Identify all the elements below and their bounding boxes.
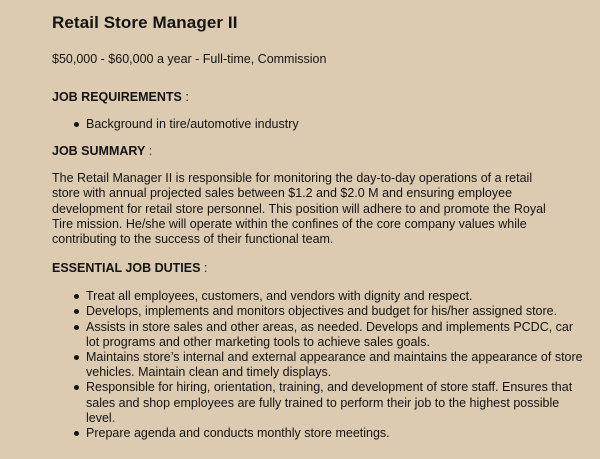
list-item-text: Treat all employees, customers, and vendors with dignity and respect. (86, 289, 473, 304)
list-item (86, 320, 586, 350)
bullet-icon (74, 309, 79, 314)
essential-duties-heading-colon: : (200, 261, 208, 276)
essential-duties-heading (52, 261, 600, 276)
job-summary-heading-text: JOB SUMMARY (52, 144, 146, 159)
job-requirements-heading-text: JOB REQUIREMENTS (52, 90, 182, 104)
list-item (86, 117, 586, 132)
list-item-text: Develops, implements and monitors objectives and budget for his/her assigned store. (86, 304, 558, 319)
essential-duties-list (52, 289, 586, 441)
list-item-text: Maintains store’s internal and external appearance and maintains the appearance of store vehicles. Maintain clean and timely displays. (86, 350, 583, 380)
job-summary-heading (52, 144, 600, 159)
job-requirements-list (52, 117, 586, 132)
list-item (86, 304, 586, 319)
salary-info: $50,000 - $60,000 a year - Full-time, Commission (52, 52, 327, 66)
job-summary-heading-colon: : (145, 144, 153, 159)
list-item (86, 350, 586, 380)
job-requirements-heading-colon: : (181, 90, 189, 104)
list-item (86, 380, 586, 426)
list-item-text: Prepare agenda and conducts monthly store meetings. (86, 426, 390, 441)
essential-duties-heading-text: ESSENTIAL JOB DUTIES (52, 261, 201, 276)
list-item-text: Assists in store sales and other areas, as needed. Develops and implements PCDC, car lot programs and other marketing tools to achieve sales goals. (86, 319, 574, 349)
list-item (86, 289, 586, 304)
list-item (86, 426, 586, 441)
list-item-text: Responsible for hiring, orientation, training, and development of store staff. Ensures that sales and shop employees are fully trained to perform their job to the highest possible level. (86, 380, 573, 425)
job-summary-text: The Retail Manager II is responsible for monitoring the day-to-day operations of a retail store with annual projected sales between $1.2 and $2.0 M and ensuring employee development for retail store personnel. This position will adhere to and promote the Royal Tire mission. He/she will operate within the confines of the core company values while contributing to the success of their functional team. (52, 171, 546, 247)
bullet-icon (74, 385, 79, 390)
bullet-icon (74, 431, 79, 436)
bullet-icon (74, 294, 79, 299)
bullet-icon (74, 325, 79, 330)
bullet-icon (74, 355, 79, 360)
job-title: Retail Store Manager II (52, 13, 238, 32)
bullet-icon (74, 122, 79, 127)
list-item-text: Background in tire/automotive industry (86, 117, 299, 131)
job-requirements-heading (52, 90, 600, 105)
